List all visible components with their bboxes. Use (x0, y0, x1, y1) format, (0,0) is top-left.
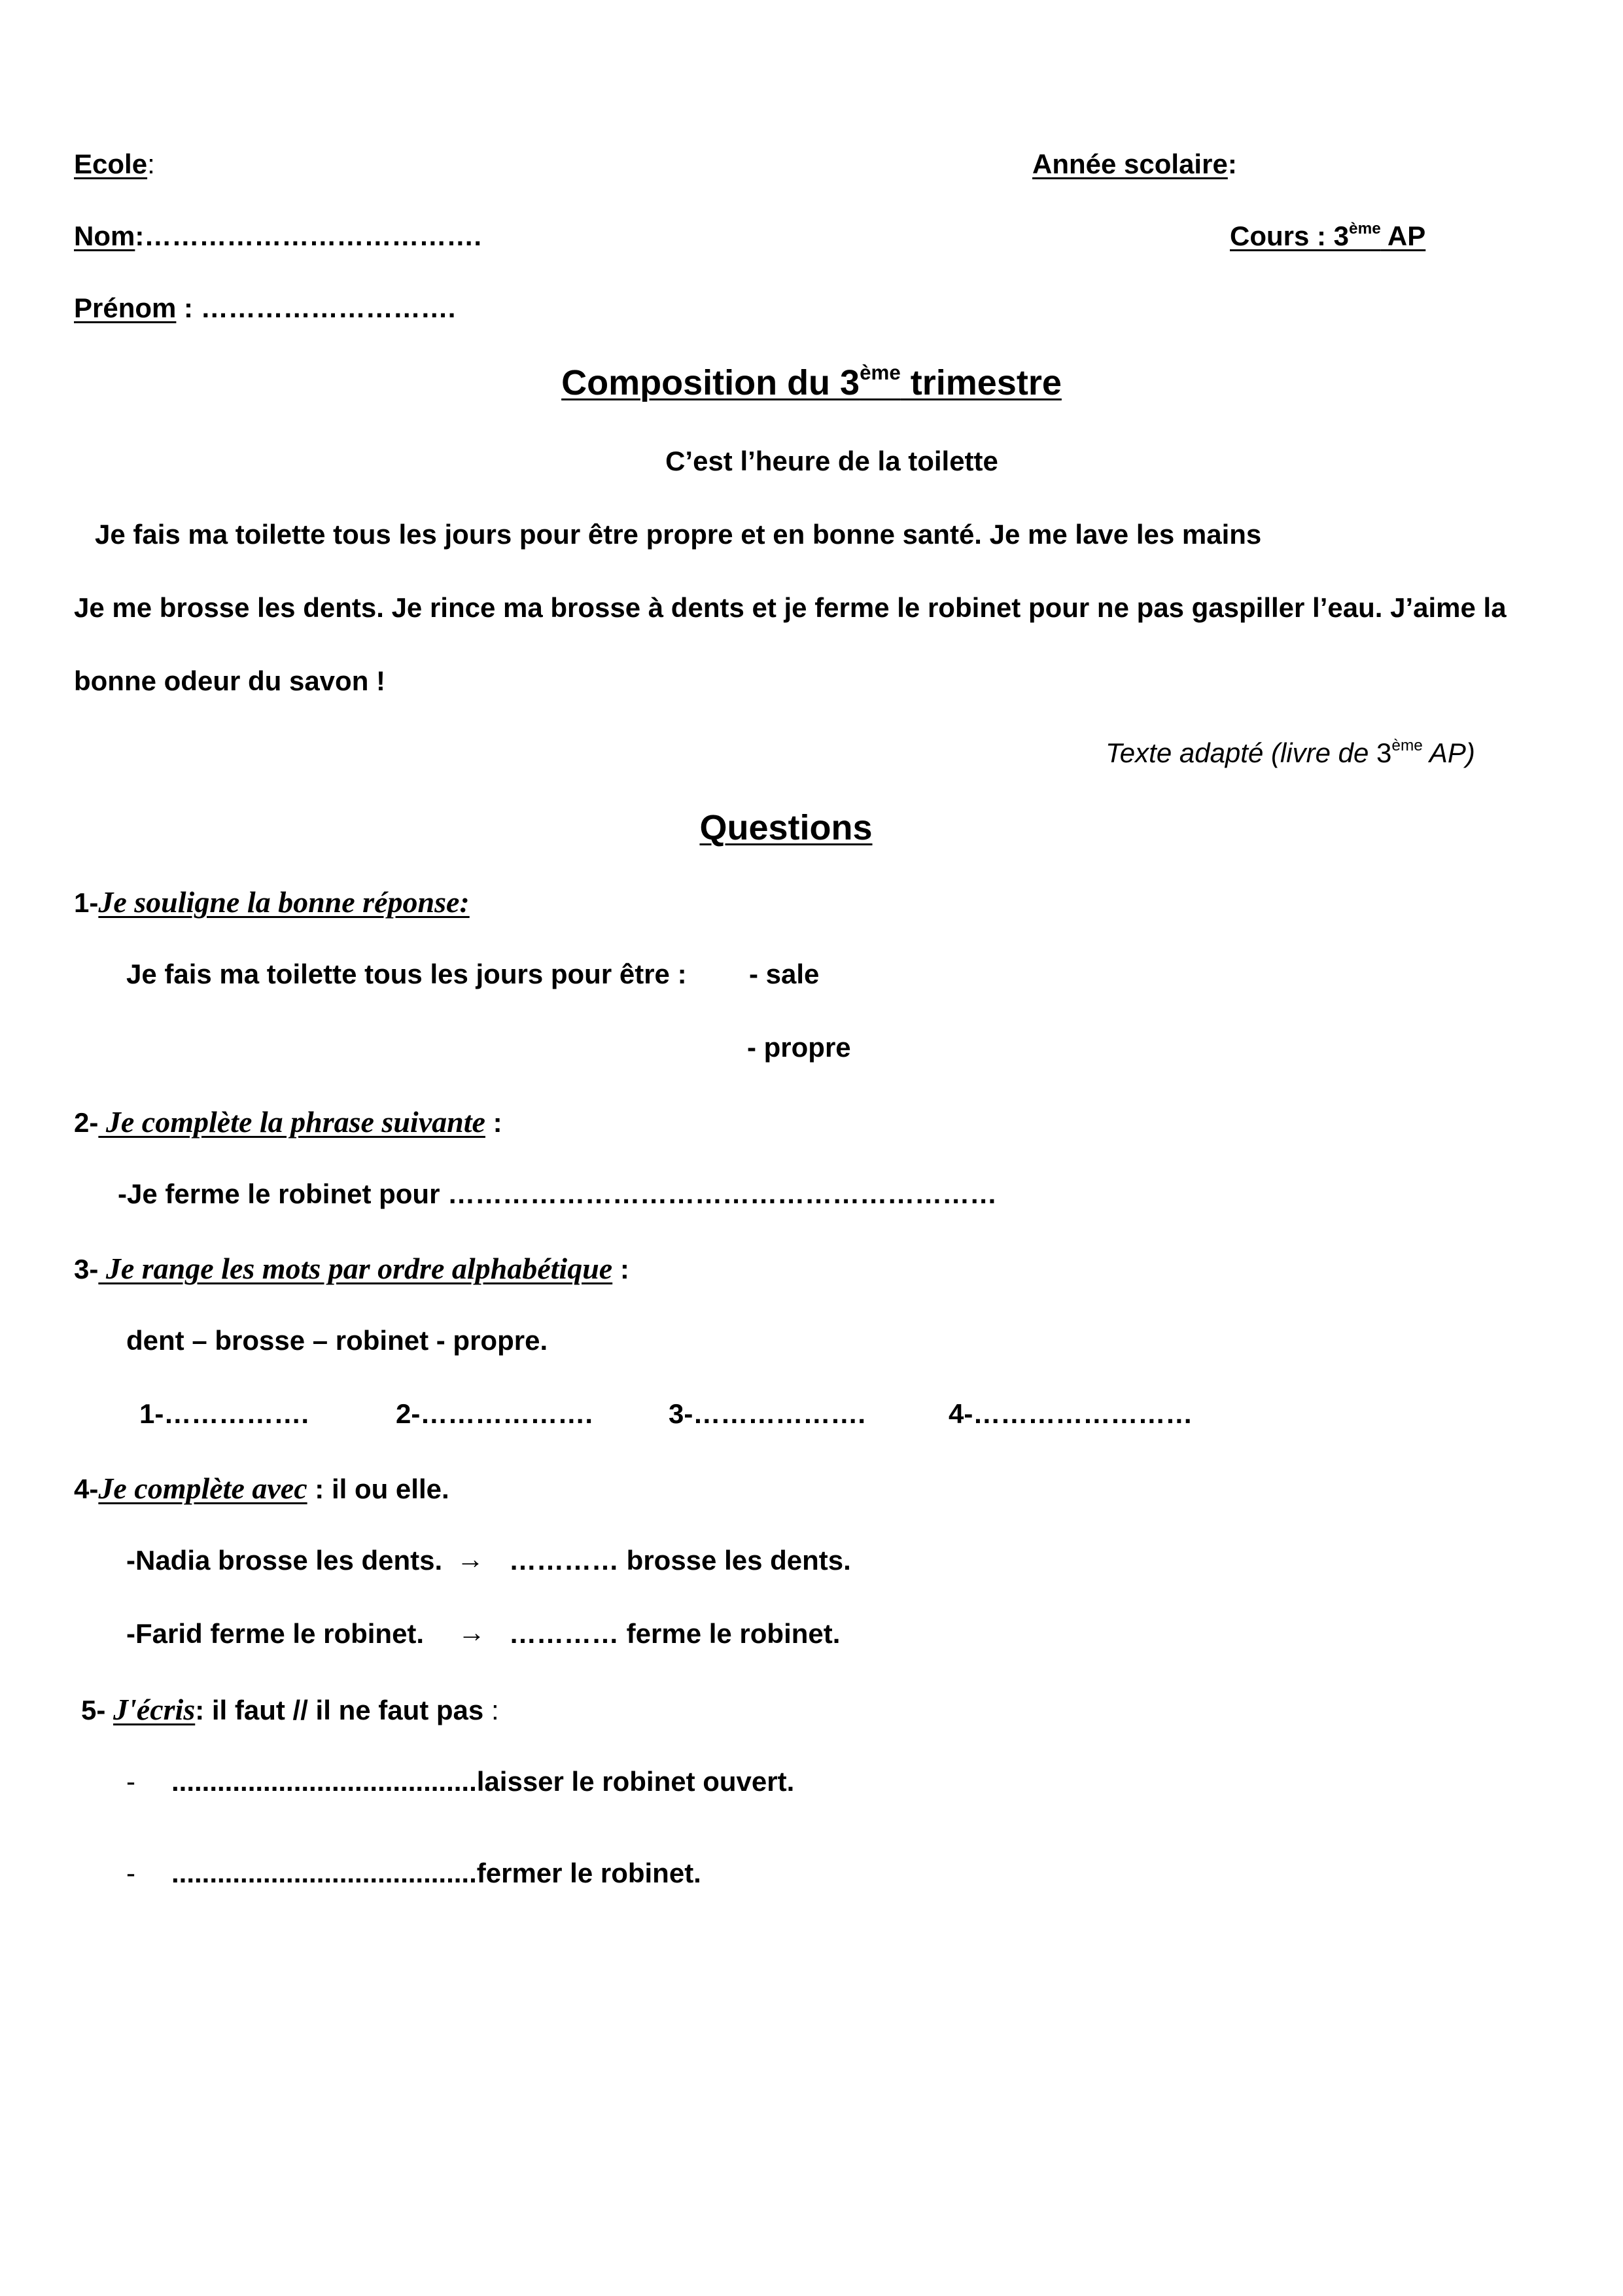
q5-line-1: ........................................laisser le robinet ouvert. (171, 1766, 795, 1797)
prenom-fill: : ………………………. (176, 292, 456, 323)
arrow-right-icon: → (458, 1617, 485, 1648)
q5-num: 5- (81, 1695, 106, 1725)
q3-heading (74, 1254, 629, 1284)
ecole-label: Ecole (74, 149, 148, 179)
q2-heading (74, 1107, 502, 1137)
q4-answer-1: ………… brosse les dents. (509, 1545, 851, 1576)
q2-sentence: -Je ferme le robinet pour …………………………………………………… (118, 1178, 998, 1209)
q5-colon: : (483, 1695, 499, 1725)
q4-tail: : il ou elle. (307, 1474, 449, 1504)
q3-words: dent – brosse – robinet - propre. (126, 1325, 548, 1356)
title-main: Composition du 3 (561, 363, 860, 402)
q3-colon: : (612, 1254, 629, 1284)
q3-blank-3: 3-………………. (669, 1398, 866, 1429)
q3-num: 3- (74, 1254, 99, 1284)
q1-stem: Je fais ma toilette tous les jours pour être : (126, 959, 687, 989)
q5-tail: : il faut // il ne faut pas (195, 1695, 484, 1725)
q1-option-propre: - propre (747, 1032, 851, 1063)
q2-colon: : (485, 1107, 502, 1138)
q1-num: 1- (74, 887, 99, 918)
page-title (0, 361, 1623, 402)
q5-line-2: ........................................fermer le robinet. (171, 1858, 701, 1888)
title-sup: ème (860, 361, 901, 384)
cours-sup: ème (1349, 219, 1381, 238)
prenom-field (74, 294, 455, 322)
text-line-2: Je me brosse les dents. Je rince ma brosse à dents et je ferme le robinet pour ne pas gaspiller l’eau. J’aime la (74, 592, 1507, 623)
q1-instruction: Je souligne la bonne réponse: (98, 885, 470, 919)
nom-field (74, 222, 481, 250)
q2-instruction: Je complète la phrase suivante (98, 1105, 485, 1139)
text-subtitle: C’est l’heure de la toilette (665, 446, 998, 476)
arrow-right-icon: → (457, 1544, 484, 1574)
q4-num: 4- (74, 1474, 99, 1504)
q3-blank-2: 2-………………. (396, 1398, 593, 1429)
source-num: 3 (1376, 737, 1392, 768)
q5-dash-1: - (126, 1766, 135, 1797)
source-main: Texte adapté (livre de (1106, 737, 1377, 768)
q5-heading (81, 1695, 499, 1725)
q5-instruction: J'écris (113, 1693, 196, 1726)
nom-fill: :………………………………. (135, 221, 481, 251)
ecole-field (74, 150, 155, 178)
prenom-label: Prénom (74, 292, 177, 323)
source-sup: ème (1391, 736, 1423, 754)
cours-tail: AP (1380, 221, 1426, 251)
q4-sentence-2: -Farid ferme le robinet. (126, 1618, 425, 1649)
text-line-1: Je fais ma toilette tous les jours pour être propre et en bonne santé. Je me lave les mains (95, 519, 1262, 550)
nom-label: Nom (74, 221, 135, 251)
q4-sentence-1: -Nadia brosse les dents. (126, 1545, 443, 1576)
title-tail: trimestre (900, 363, 1062, 402)
annee-field (1032, 150, 1237, 178)
annee-label: Année scolaire (1032, 149, 1228, 179)
q4-answer-2: ………… ferme le robinet. (509, 1618, 841, 1649)
text-line-3: bonne odeur du savon ! (74, 665, 386, 696)
q3-instruction: Je range les mots par ordre alphabétique (98, 1252, 613, 1285)
q4-instruction: Je complète avec (98, 1472, 307, 1505)
cours-field (1230, 219, 1426, 251)
q3-blank-1: 1-……………. (139, 1398, 309, 1429)
q5-dash-2: - (126, 1858, 135, 1888)
ecole-sep: : (147, 149, 155, 179)
q4-heading (74, 1474, 449, 1504)
questions-title: Questions (699, 808, 873, 847)
text-source (1106, 736, 1475, 768)
q2-num: 2- (74, 1107, 99, 1138)
q3-blank-4: 4-…………………… (949, 1398, 1193, 1429)
cours-label: Cours : 3 (1230, 221, 1350, 251)
q1-heading (74, 887, 470, 917)
source-tail: AP) (1422, 737, 1475, 768)
annee-sep: : (1227, 149, 1237, 179)
q1-option-sale: - sale (749, 959, 820, 989)
